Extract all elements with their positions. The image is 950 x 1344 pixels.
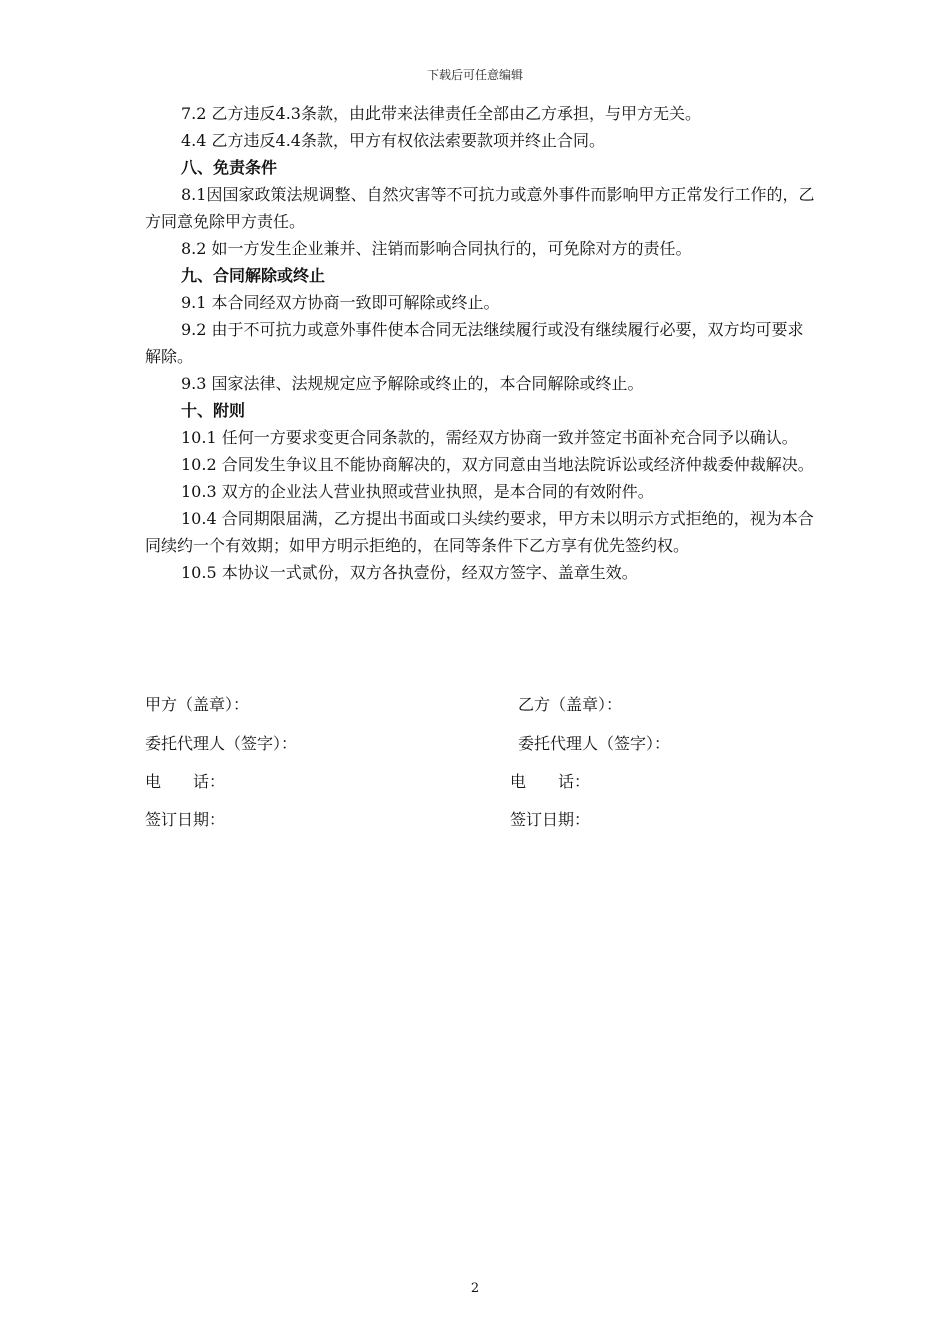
clause-4-4: 4.4 乙方违反4.4条款，甲方有权依法索要款项并终止合同。	[181, 131, 605, 150]
party-a-agent-label: 委托代理人（签字）：	[145, 734, 298, 753]
party-b-date-label: 签订日期：	[510, 810, 591, 829]
clause-8-1: 8.1因国家政策法规调整、自然灾害等不可抗力或意外事件而影响甲方正常发行工作的，乙方同意免除甲方责任。	[145, 185, 815, 231]
page-number: 2	[470, 1281, 480, 1296]
document-body	[145, 100, 815, 586]
clause-7-2: 7.2 乙方违反4.3条款，由此带来法律责任全部由乙方承担，与甲方无关。	[181, 104, 701, 123]
page-header: 下载后可任意编辑	[426, 68, 523, 82]
clause-10-3: 10.3 双方的企业法人营业执照或营业执照，是本合同的有效附件。	[181, 482, 654, 501]
signature-row-agent	[145, 731, 815, 759]
section-heading-8: 八、免责条件	[181, 158, 278, 177]
clause-9-1: 9.1 本合同经双方协商一致即可解除或终止。	[181, 293, 500, 312]
clause-10-2: 10.2 合同发生争议且不能协商解决的，双方同意由当地法院诉讼或经济仲裁委仲裁解决。	[181, 455, 814, 474]
clause-10-5: 10.5 本协议一式贰份，双方各执壹份，经双方签字、盖章生效。	[181, 563, 638, 582]
clause-10-4: 10.4 合同期限届满，乙方提出书面或口头续约要求，甲方未以明示方式拒绝的，视为本合同续约一个有效期；如甲方明示拒绝的，在同等条件下乙方享有优先签约权。	[145, 509, 814, 555]
section-heading-10: 十、附则	[181, 401, 246, 420]
party-b-seal-label: 乙方（盖章）：	[518, 695, 623, 714]
party-b-phone-label: 电 话：	[510, 772, 591, 791]
section-heading-9: 九、合同解除或终止	[181, 266, 326, 285]
signature-row-seal	[145, 692, 815, 720]
clause-9-3: 9.3 国家法律、法规规定应予解除或终止的，本合同解除或终止。	[181, 374, 644, 393]
party-a-phone-label: 电 话：	[145, 772, 226, 791]
signature-row-date	[145, 807, 815, 835]
clause-10-1: 10.1 任何一方要求变更合同条款的，需经双方协商一致并签定书面补充合同予以确认。	[181, 428, 798, 447]
party-a-seal-label: 甲方（盖章）：	[145, 695, 250, 714]
party-b-agent-label: 委托代理人（签字）：	[518, 734, 671, 753]
clause-9-2: 9.2 由于不可抗力或意外事件使本合同无法继续履行或没有继续履行必要，双方均可要求解除。	[145, 320, 804, 366]
party-a-date-label: 签订日期：	[145, 810, 226, 829]
signature-row-phone	[145, 769, 815, 797]
clause-8-2: 8.2 如一方发生企业兼并、注销而影响合同执行的，可免除对方的责任。	[181, 239, 692, 258]
